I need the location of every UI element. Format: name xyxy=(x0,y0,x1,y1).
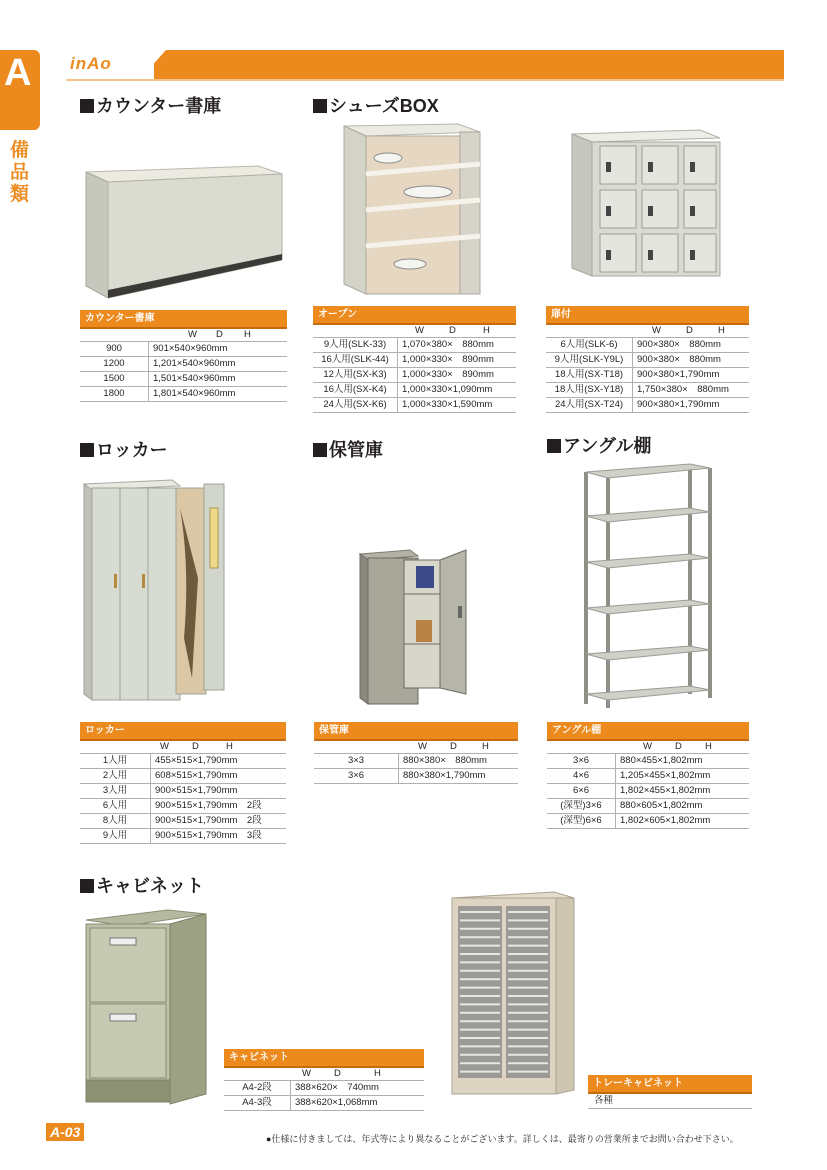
row-model: 24人用(SX-T24) xyxy=(546,398,633,413)
row-model: 3×6 xyxy=(547,754,616,769)
row-model: 9人用 xyxy=(80,829,151,844)
bullet-square-icon xyxy=(80,443,94,457)
table-row xyxy=(588,1094,752,1109)
bullet-square-icon xyxy=(80,99,94,113)
row-size: 900×515×1,790mm 2段 xyxy=(151,799,287,814)
column-headers xyxy=(547,741,749,753)
row-model: 4×6 xyxy=(547,769,616,784)
table-row xyxy=(80,754,286,769)
row-model: 6人用 xyxy=(80,799,151,814)
row-model: 18人用(SX-Y18) xyxy=(546,383,633,398)
row-size: 1,000×330× 890mm xyxy=(398,368,517,383)
row-size: 900×515×1,790mm 2段 xyxy=(151,814,287,829)
table-row xyxy=(313,353,516,368)
table-row xyxy=(546,338,749,353)
col-h: H xyxy=(482,741,489,752)
column-headers xyxy=(314,741,518,753)
spec-table-shoes-door xyxy=(546,306,749,413)
row-size: 900×380×1,790mm xyxy=(633,368,750,383)
col-d: D xyxy=(216,329,223,340)
row-size: 388×620×1,068mm xyxy=(291,1096,425,1111)
row-model: 900 xyxy=(80,342,149,357)
table-row xyxy=(313,383,516,398)
col-h: H xyxy=(483,325,490,336)
column-headers xyxy=(80,329,287,341)
row-model: 6×6 xyxy=(547,784,616,799)
header-slant xyxy=(140,50,166,79)
bullet-square-icon xyxy=(80,879,94,893)
table-row xyxy=(80,799,286,814)
table-row xyxy=(80,829,286,844)
table-row xyxy=(546,368,749,383)
row-model: 16人用(SLK-44) xyxy=(313,353,398,368)
row-model: (深型)6×6 xyxy=(547,814,616,829)
row-model: 各種 xyxy=(588,1094,752,1109)
row-model: 9人用(SLK-33) xyxy=(313,338,398,353)
table-row xyxy=(80,342,287,357)
row-size: 880×605×1,802mm xyxy=(616,799,750,814)
column-headers xyxy=(80,741,286,753)
table-row xyxy=(80,372,287,387)
row-size: 1,000×330×1,090mm xyxy=(398,383,517,398)
table-header: トレーキャビネット xyxy=(588,1075,752,1094)
table-header: 扉付 xyxy=(546,306,749,325)
footer-note: ●仕様に付きましては、年式等により異なることがございます。詳しくは、最寄りの営業所までお問い合わせ下さい。 xyxy=(266,1134,739,1144)
row-model: 1人用 xyxy=(80,754,151,769)
spec-table-tray xyxy=(588,1075,752,1109)
row-size: 1,201×540×960mm xyxy=(149,357,288,372)
row-model: 16人用(SX-K4) xyxy=(313,383,398,398)
row-size: 1,070×380× 880mm xyxy=(398,338,517,353)
row-size: 900×515×1,790mm xyxy=(151,784,287,799)
row-model: 3×3 xyxy=(314,754,399,769)
angle-shelf-image xyxy=(578,458,718,710)
row-model: 6人用(SLK-6) xyxy=(546,338,633,353)
col-w: W xyxy=(418,741,427,752)
row-model: 2人用 xyxy=(80,769,151,784)
section-title-cabinet xyxy=(80,872,204,898)
row-model: A4-3段 xyxy=(224,1096,291,1111)
table-row xyxy=(547,769,749,784)
column-headers xyxy=(224,1068,424,1080)
col-d: D xyxy=(686,325,693,336)
table-row xyxy=(547,784,749,799)
row-model: 8人用 xyxy=(80,814,151,829)
row-size: 1,000×330×1,590mm xyxy=(398,398,517,413)
table-row xyxy=(546,398,749,413)
row-model: 12人用(SX-K3) xyxy=(313,368,398,383)
column-headers xyxy=(313,325,516,337)
row-size: 1,801×540×960mm xyxy=(149,387,288,402)
row-size: 900×380× 880mm xyxy=(633,353,750,368)
table-row xyxy=(547,799,749,814)
table-row xyxy=(313,368,516,383)
table-header: 保管庫 xyxy=(314,722,518,741)
col-d: D xyxy=(334,1068,341,1079)
table-row xyxy=(314,754,518,769)
section-title-text: ロッカー xyxy=(96,440,168,460)
col-d: D xyxy=(449,325,456,336)
col-d: D xyxy=(675,741,682,752)
header-bar xyxy=(116,50,784,79)
spec-table-counter xyxy=(80,310,287,402)
col-h: H xyxy=(226,741,233,752)
spec-table-locker xyxy=(80,722,286,844)
table-row xyxy=(546,353,749,368)
col-w: W xyxy=(415,325,424,336)
spec-table-cabinet xyxy=(224,1049,424,1111)
col-h: H xyxy=(705,741,712,752)
table-header: カウンター書庫 xyxy=(80,310,287,329)
table-header: ロッカー xyxy=(80,722,286,741)
table-row xyxy=(80,814,286,829)
section-title-text: アングル棚 xyxy=(563,436,652,456)
row-model: 1800 xyxy=(80,387,149,402)
spec-table-storage xyxy=(314,722,518,784)
counter-bookcase-image xyxy=(78,160,290,300)
row-model: 9人用(SLK-Y9L) xyxy=(546,353,633,368)
table-row xyxy=(547,814,749,829)
row-model: 3×6 xyxy=(314,769,399,784)
col-w: W xyxy=(302,1068,311,1079)
section-title-locker xyxy=(80,436,168,462)
bullet-square-icon xyxy=(547,439,561,453)
table-row xyxy=(313,398,516,413)
row-size: 880×380×1,790mm xyxy=(399,769,519,784)
row-model: (深型)3×6 xyxy=(547,799,616,814)
section-title-storage xyxy=(313,436,383,462)
row-model: 3人用 xyxy=(80,784,151,799)
section-title-text: 保管庫 xyxy=(329,440,383,460)
brand-logo: inAo xyxy=(70,54,112,73)
row-size: 900×515×1,790mm 3段 xyxy=(151,829,287,844)
table-row xyxy=(224,1081,424,1096)
table-row xyxy=(80,387,287,402)
section-title-text: キャビネット xyxy=(96,876,204,896)
col-w: W xyxy=(160,741,169,752)
row-size: 1,000×330× 890mm xyxy=(398,353,517,368)
section-title-shoes xyxy=(313,92,439,118)
row-size: 1,205×455×1,802mm xyxy=(616,769,750,784)
col-h: H xyxy=(244,329,251,340)
table-row xyxy=(314,769,518,784)
row-size: 1,802×605×1,802mm xyxy=(616,814,750,829)
page-number: A-03 xyxy=(46,1123,84,1141)
row-size: 1,802×455×1,802mm xyxy=(616,784,750,799)
tray-cabinet-image xyxy=(448,890,578,1104)
row-size: 455×515×1,790mm xyxy=(151,754,287,769)
filing-cabinet-image xyxy=(80,904,212,1108)
column-headers xyxy=(546,325,749,337)
table-header: オープン xyxy=(313,306,516,325)
row-size: 901×540×960mm xyxy=(149,342,288,357)
spec-table-shoes-open xyxy=(313,306,516,413)
row-size: 880×380× 880mm xyxy=(399,754,519,769)
open-shoe-box-image xyxy=(340,122,485,298)
row-model: 1500 xyxy=(80,372,149,387)
locker-image xyxy=(80,478,228,704)
row-size: 900×380×1,790mm xyxy=(633,398,750,413)
col-h: H xyxy=(374,1068,381,1079)
door-shoe-box-image xyxy=(570,128,722,278)
row-size: 608×515×1,790mm xyxy=(151,769,287,784)
row-model: 24人用(SX-K6) xyxy=(313,398,398,413)
col-w: W xyxy=(188,329,197,340)
row-size: 388×620× 740mm xyxy=(291,1081,425,1096)
table-row xyxy=(547,754,749,769)
col-d: D xyxy=(192,741,199,752)
bullet-square-icon xyxy=(313,443,327,457)
row-model: 1200 xyxy=(80,357,149,372)
table-row xyxy=(546,383,749,398)
bullet-square-icon xyxy=(313,99,327,113)
row-size: 880×455×1,802mm xyxy=(616,754,750,769)
table-row xyxy=(80,769,286,784)
row-size: 1,501×540×960mm xyxy=(149,372,288,387)
col-d: D xyxy=(450,741,457,752)
table-header: アングル棚 xyxy=(547,722,749,741)
section-title-counter xyxy=(80,92,221,118)
storage-cabinet-image xyxy=(358,548,470,708)
col-w: W xyxy=(652,325,661,336)
row-size: 1,750×380× 880mm xyxy=(633,383,750,398)
side-tab-letter: A xyxy=(4,52,32,94)
section-title-angle xyxy=(547,432,651,458)
spec-table-angle xyxy=(547,722,749,829)
header-rule xyxy=(66,79,784,81)
table-header: キャビネット xyxy=(224,1049,424,1068)
side-category-label: 備品類 xyxy=(10,140,30,205)
row-model: A4-2段 xyxy=(224,1081,291,1096)
row-size: 900×380× 880mm xyxy=(633,338,750,353)
col-w: W xyxy=(643,741,652,752)
col-h: H xyxy=(718,325,725,336)
table-row xyxy=(313,338,516,353)
row-model: 18人用(SX-T18) xyxy=(546,368,633,383)
section-title-text: カウンター書庫 xyxy=(96,96,222,116)
table-row xyxy=(80,357,287,372)
table-row xyxy=(80,784,286,799)
section-title-text: シューズBOX xyxy=(329,96,439,116)
table-row xyxy=(224,1096,424,1111)
